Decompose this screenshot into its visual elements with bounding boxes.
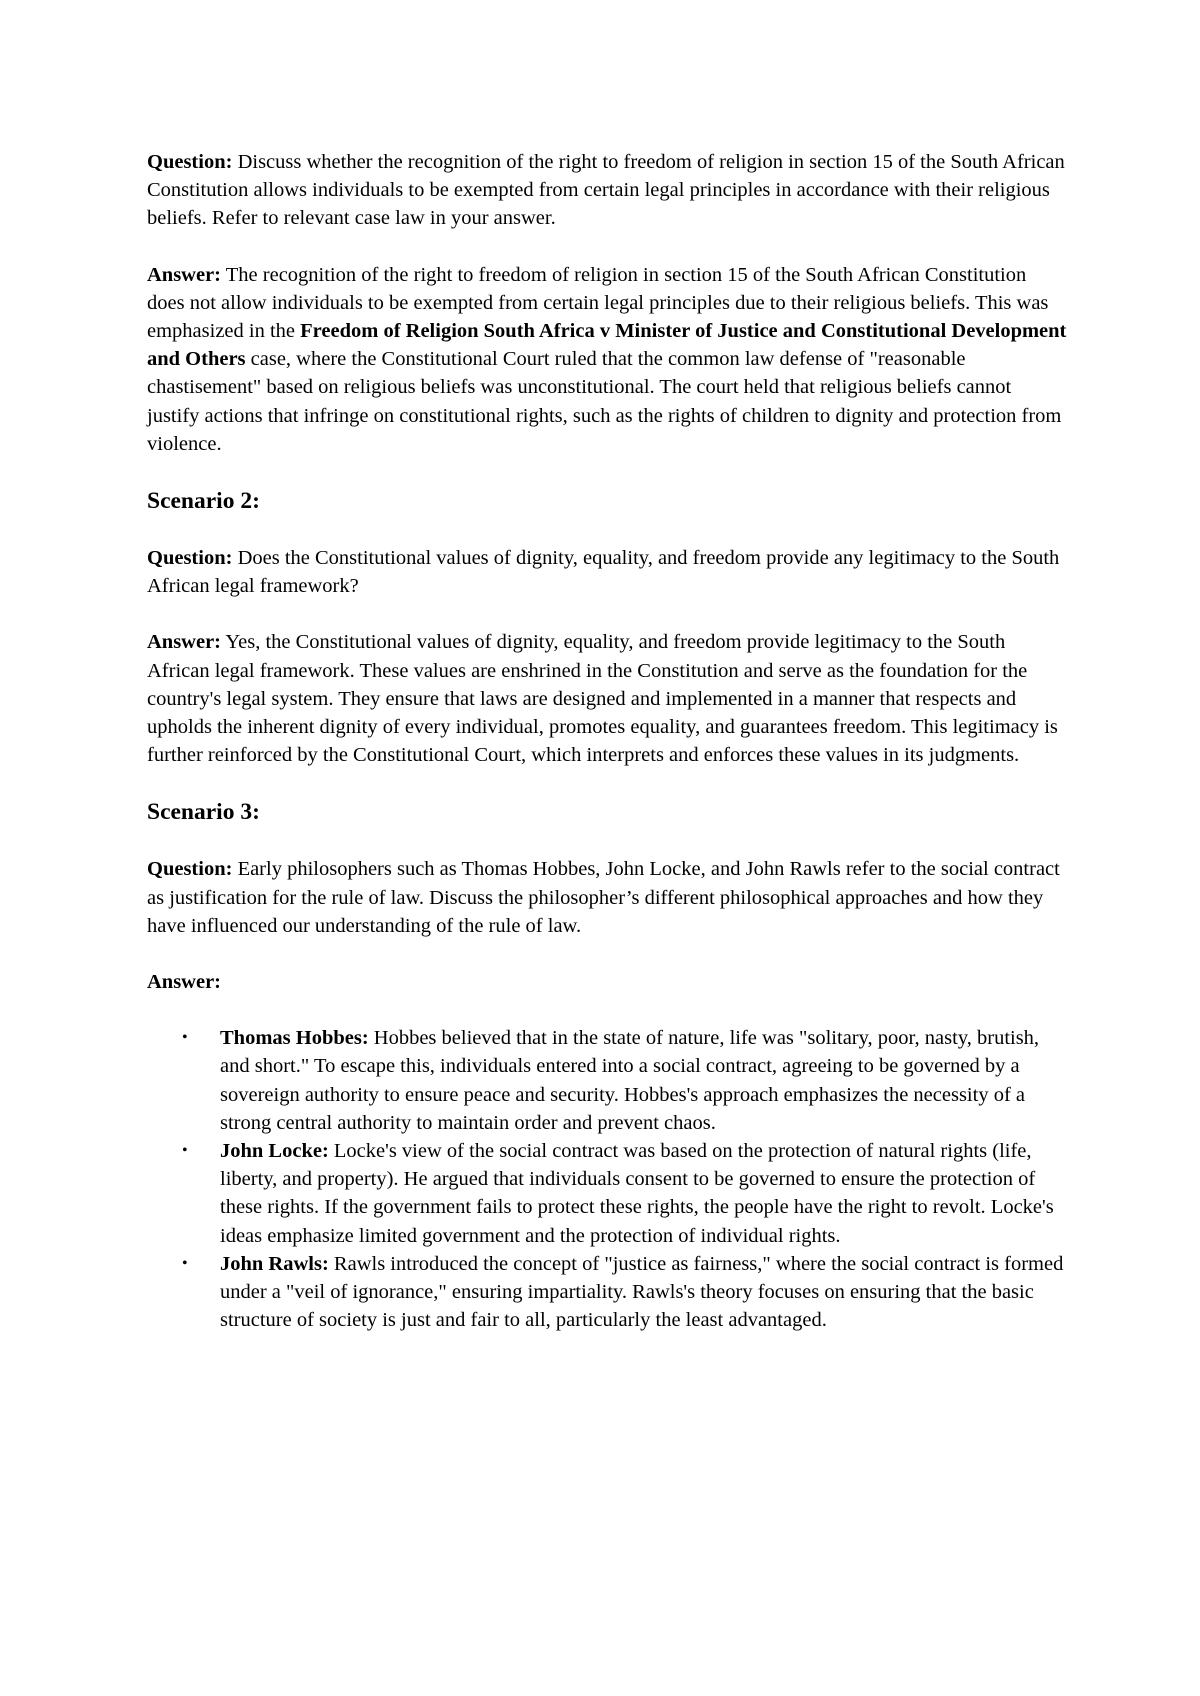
question-label: Question:	[147, 151, 233, 173]
question-label: Question:	[147, 547, 233, 570]
scenario2-heading: Scenario 2:	[147, 488, 260, 515]
answer-label: Answer:	[147, 971, 222, 994]
philosopher-name: Thomas Hobbes:	[220, 1027, 369, 1050]
question-text: Early philosophers such as Thomas Hobbes, John Locke, and John Rawls refer to the social contract as justification for the rule of law. Discuss the philosopher’s different philosophical approaches and how they have influenced our understanding of the rule of law.	[147, 858, 1060, 937]
scenario3-question	[147, 855, 1067, 940]
philosopher-name: John Locke:	[220, 1140, 329, 1163]
scenario1-answer	[147, 261, 1067, 458]
answer-text: Yes, the Constitutional values of dignity, equality, and freedom provide legitimacy to the South African legal framework. These values are enshrined in the Constitution and serve as the foundation for the country's legal system. They ensure that laws are designed and implemented in a manner that respects and upholds the inherent dignity of every individual, promotes equality, and guarantees freedom. This legitimacy is further reinforced by the Constitutional Court, which interprets and enforces these values in its judgments.	[147, 631, 1058, 767]
case-name: Freedom of Religion South Africa v Minister of Justice and Constitutional Development and Others	[147, 320, 1067, 371]
bullet-icon: •	[182, 1254, 188, 1272]
bullet-icon: •	[182, 1142, 188, 1160]
answer-text-continued: case, where the Constitutional Court ruled that the common law defense of "reasonable chastisement" based on religious beliefs was unconstitutional. The court held that religious beliefs cannot justify actions that infringe on constitutional rights, such as the rights of children to dignity and protection from violence.	[147, 348, 1062, 455]
scenario3-heading: Scenario 3:	[147, 799, 260, 826]
list-item-hobbes	[182, 1024, 1067, 1137]
list-item-locke	[182, 1137, 1067, 1250]
philosopher-text: Rawls introduced the concept of "justice as fairness," where the social contract is formed under a "veil of ignorance," ensuring impartiality. Rawls's theory focuses on ensuring that the basic structure of society is just and fair to all, particularly the least advantaged.	[220, 1252, 1064, 1332]
philosopher-list	[147, 1024, 1067, 1334]
philosopher-name: John Rawls:	[220, 1252, 329, 1275]
answer-text: The recognition of the right to freedom of religion in section 15 of the South African Constitution does not allow individuals to be exempted from certain legal principles due to their religious beliefs. This was emphasized in the	[147, 263, 1049, 343]
scenario2-question	[147, 544, 1067, 600]
scenario1-question	[147, 148, 1067, 233]
question-text: Does the Constitutional values of dignity, equality, and freedom provide any legitimacy to the South African legal framework?	[147, 547, 1060, 598]
scenario2-answer	[147, 628, 1067, 769]
answer-label: Answer:	[147, 263, 222, 286]
question-text: Discuss whether the recognition of the right to freedom of religion in section 15 of the South African Constitution allows individuals to be exempted from certain legal principles in accordance with their religious beliefs. Refer to relevant case law in your answer.	[147, 151, 1065, 230]
question-label: Question:	[147, 858, 233, 881]
philosopher-text: Hobbes believed that in the state of nature, life was "solitary, poor, nasty, brutish, and short." To escape this, individuals entered into a social contract, agreeing to be governed by a sovereign authority to ensure peace and security. Hobbes's approach emphasizes the necessity of a strong central authority to maintain order and prevent chaos.	[220, 1027, 1040, 1134]
list-item-rawls	[182, 1250, 1067, 1335]
scenario3-answer	[147, 968, 1067, 996]
answer-label: Answer:	[147, 631, 222, 654]
philosopher-text: Locke's view of the social contract was based on the protection of natural rights (life, liberty, and property). He argued that individuals consent to be governed to ensure the protection of these rights. If the government fails to protect these rights, the people have the right to revolt. Locke's ideas emphasize limited government and the protection of individual rights.	[220, 1140, 1054, 1247]
document-page	[147, 148, 1067, 1335]
bullet-icon: •	[182, 1029, 188, 1047]
